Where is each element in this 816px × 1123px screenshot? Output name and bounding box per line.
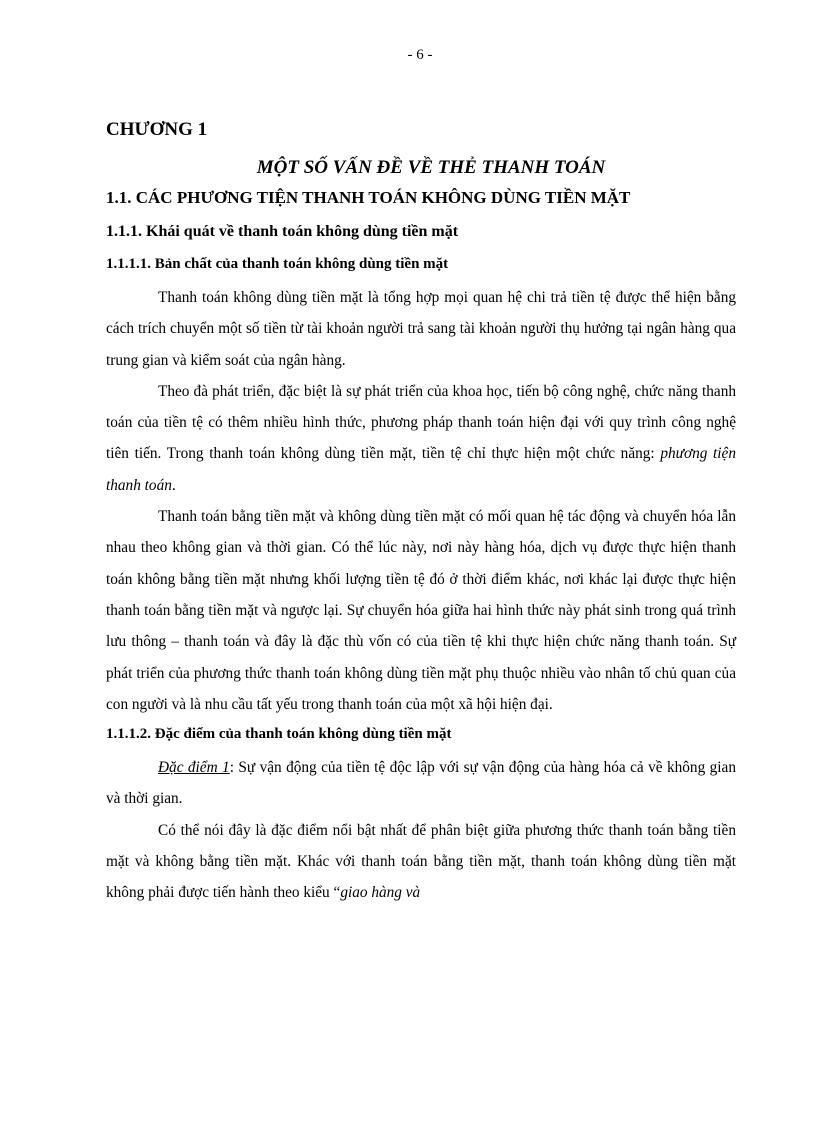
paragraph-relationship: Thanh toán bằng tiền mặt và không dùng tiền mặt có mối quan hệ tác động và chuyển hóa lẫn nhau theo không gian và thời gian. Có thể lúc này, nơi này hàng hóa, dịch vụ được thực hiện thanh toán không bằng tiền mặt nhưng khối lượng tiền tệ đó ở thời điểm khác, nơi khác lại được thực hiện thanh toán bằng tiền mặt và ngược lại. Sự chuyển hóa giữa hai hình thức này phát sinh trong quá trình lưu thông – thanh toán và đây là đặc thù vốn có của tiền tệ khi thực hiện chức năng thanh toán. Sự phát triển của phương thức thanh toán không dùng tiền mặt phụ thuộc nhiều vào nhân tố chủ quan của con người và là nhu cầu tất yếu trong thanh toán của một xã hội hiện đại. bbox=[106, 508, 736, 713]
paragraph-development bbox=[106, 376, 736, 501]
chapter-title: MỘT SỐ VẤN ĐỀ VỀ THẺ THANH TOÁN bbox=[256, 157, 606, 178]
paragraph-distinction bbox=[106, 815, 736, 909]
document-body bbox=[106, 118, 736, 909]
section-heading-1-1-1: 1.1.1. Khái quát về thanh toán không dùng tiền mặt bbox=[106, 223, 459, 240]
paragraph-feature-1 bbox=[106, 752, 736, 815]
paragraph-distinction-text: Có thể nói đây là đặc điểm nổi bật nhất để phân biệt giữa phương thức thanh toán bằng tiền mặt và không bằng tiền mặt. Khác với thanh toán bằng tiền mặt, thanh toán không dùng tiền mặt không phải được tiến hành theo kiểu “ bbox=[106, 821, 736, 902]
chapter-label: CHƯƠNG 1 bbox=[106, 119, 208, 140]
section-heading-1-1-1-1: 1.1.1.1. Bản chất của thanh toán không dùng tiền mặt bbox=[106, 256, 449, 272]
paragraph-development-emphasis: phương tiện thanh toán bbox=[106, 445, 736, 494]
paragraph-distinction-emphasis: giao hàng và bbox=[340, 884, 421, 902]
paragraph-definition: Thanh toán không dùng tiền mặt là tổng hợp mọi quan hệ chi trả tiền tệ được thể hiện bằng cách trích chuyển một số tiền từ tài khoản người trả sang tài khoản người thụ hưởng tại ngân hàng qua trung gian và kiểm soát của ngân hàng. bbox=[106, 289, 736, 369]
section-heading-1-1-1-2: 1.1.1.2. Đặc điểm của thanh toán không dùng tiền mặt bbox=[106, 726, 452, 743]
section-heading-1-1: 1.1. CÁC PHƯƠNG TIỆN THANH TOÁN KHÔNG DÙNG TIỀN MẶT bbox=[106, 188, 631, 207]
page-number: - 6 - bbox=[407, 47, 433, 63]
feature-1-label: Đặc điểm 1 bbox=[158, 759, 230, 777]
paragraph-development-text: Theo đà phát triển, đặc biệt là sự phát triển của khoa học, tiến bộ công nghệ, chức năng thanh toán của tiền tệ có thêm nhiều hình thức, phương pháp thanh toán hiện đại với quy trình công nghệ tiên tiến. Trong thanh toán không dùng tiền mặt, tiền tệ chỉ thực hiện một chức năng: bbox=[106, 382, 736, 463]
paragraph-development-end: . bbox=[171, 476, 176, 494]
feature-1-text: : Sự vận động của tiền tệ độc lập với sự vận động của hàng hóa cả về không gian và thời gian. bbox=[106, 759, 736, 808]
